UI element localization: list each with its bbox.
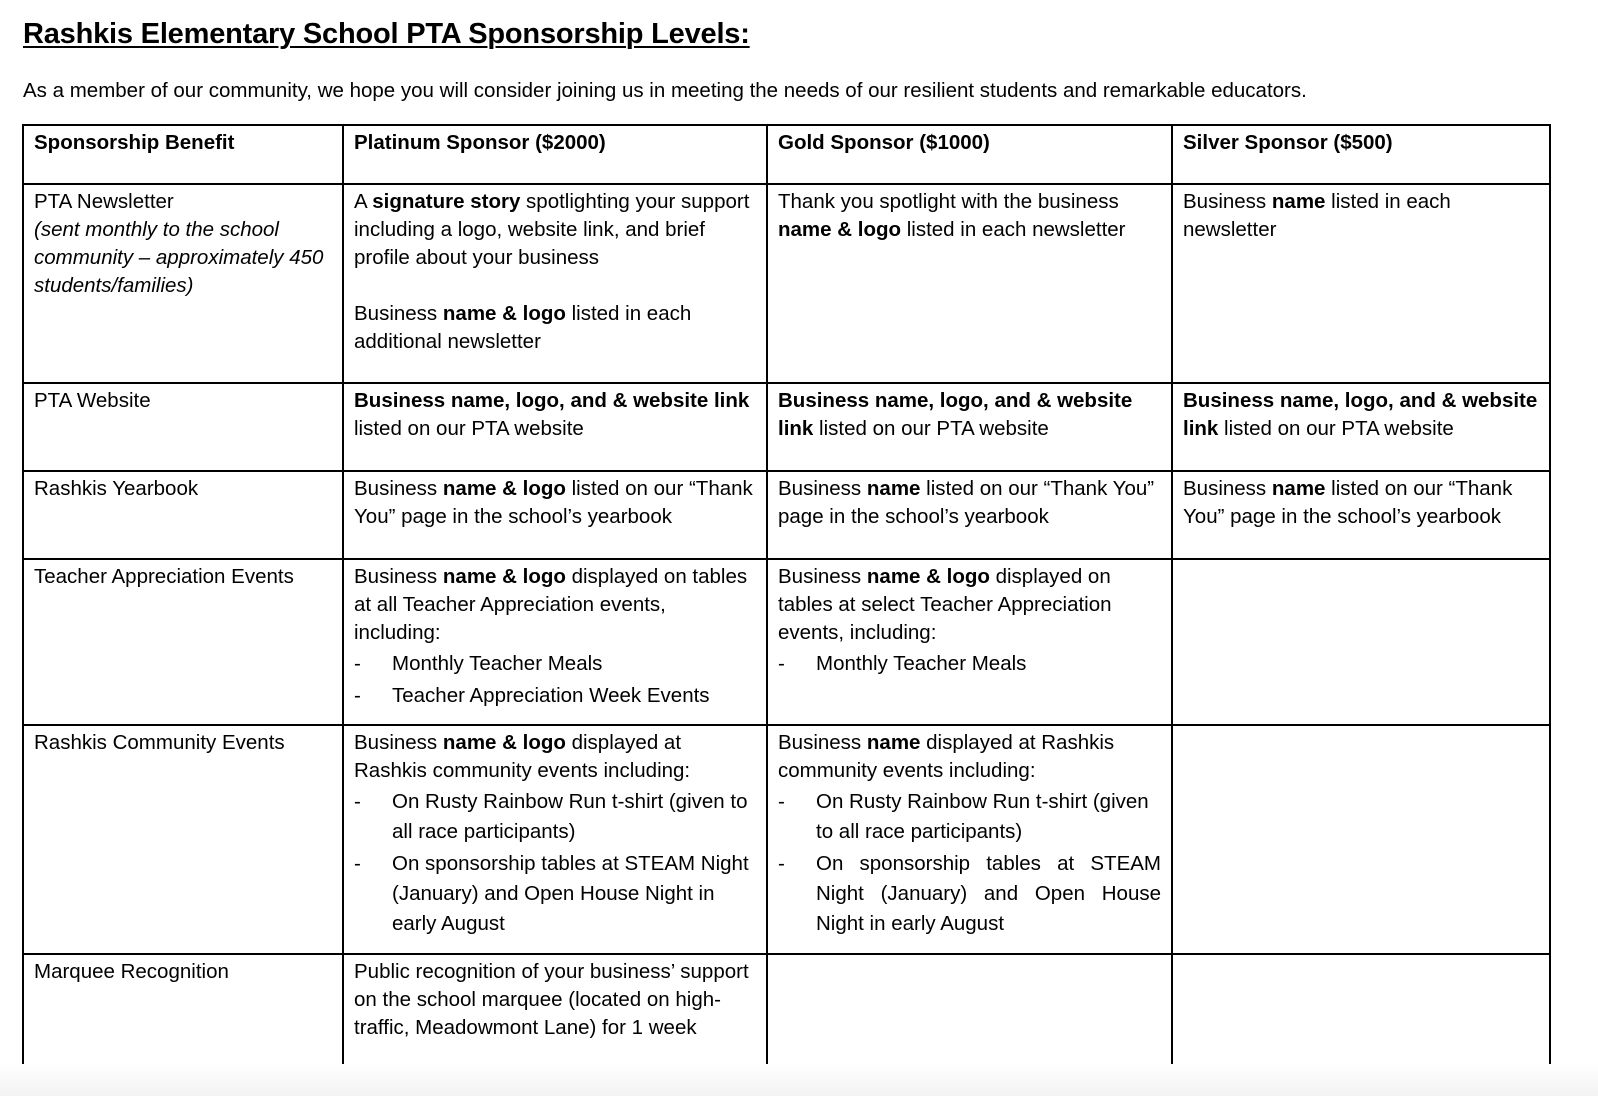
text-post: listed on our “Thank You” page in the school’s yearbook bbox=[778, 477, 1155, 528]
text-bold: Business name, logo, and & website link bbox=[354, 389, 750, 412]
gold-cell bbox=[767, 383, 1172, 471]
text-post: displayed at Rashkis community events including: bbox=[778, 731, 1115, 782]
text-post: listed on our PTA website bbox=[354, 417, 584, 440]
table-row-website bbox=[23, 383, 1550, 471]
silver-cell bbox=[1172, 725, 1550, 954]
text-bold: name & logo bbox=[442, 565, 566, 588]
benefit-cell bbox=[23, 559, 343, 725]
benefit-note: (sent monthly to the school community – approximately 450 students/families) bbox=[34, 218, 324, 297]
table-row-community-events bbox=[23, 725, 1550, 954]
text-post: listed on our PTA website bbox=[1218, 417, 1454, 440]
text-bold: name bbox=[1271, 477, 1326, 500]
benefit-label: Marquee Recognition bbox=[34, 960, 229, 983]
text-pre: Business bbox=[778, 731, 867, 754]
list-marker: - bbox=[354, 652, 361, 675]
silver-cell bbox=[1172, 383, 1550, 471]
silver-cell bbox=[1172, 954, 1550, 1069]
text-pre: Business bbox=[354, 731, 443, 754]
header-platinum: Platinum Sponsor ($2000) bbox=[343, 125, 767, 184]
list-item: - Monthly Teacher Meals bbox=[354, 649, 756, 679]
list-marker: - bbox=[354, 790, 361, 813]
text-post: listed on our “Thank You” page in the school’s yearbook bbox=[1183, 477, 1513, 528]
benefit-cell bbox=[23, 954, 343, 1069]
dash-list bbox=[354, 649, 756, 711]
text-post: displayed on tables at select Teacher Appreciation events, including: bbox=[778, 565, 1112, 644]
text-post: displayed on tables at all Teacher Appreciation events, including: bbox=[354, 565, 748, 644]
list-marker: - bbox=[778, 652, 785, 675]
silver-cell bbox=[1172, 184, 1550, 383]
text-pre: Thank you spotlight with the business bbox=[778, 190, 1119, 213]
page-bottom-edge bbox=[0, 1064, 1598, 1096]
list-item: - On sponsorship tables at STEAM Night (January) and Open House Night in early August bbox=[778, 849, 1161, 939]
text-pre: Business bbox=[1183, 190, 1272, 213]
list-marker: - bbox=[778, 790, 785, 813]
benefit-label: Teacher Appreciation Events bbox=[34, 565, 294, 588]
text-post: listed on our “Thank You” page in the school’s yearbook bbox=[354, 477, 753, 528]
gold-cell bbox=[767, 184, 1172, 383]
dash-list bbox=[778, 649, 1161, 679]
text-pre: Business bbox=[778, 477, 867, 500]
benefit-cell bbox=[23, 471, 343, 559]
list-item: - On sponsorship tables at STEAM Night (January) and Open House Night in early August bbox=[354, 849, 756, 939]
text-bold: signature story bbox=[372, 190, 521, 213]
header-row bbox=[23, 125, 1550, 184]
gold-cell bbox=[767, 471, 1172, 559]
text-bold: name & logo bbox=[442, 731, 566, 754]
text-bold: name bbox=[1271, 190, 1326, 213]
text-bold: name & logo bbox=[442, 477, 566, 500]
list-item: - On Rusty Rainbow Run t-shirt (given to all race participants) bbox=[778, 787, 1161, 847]
table-row-marquee bbox=[23, 954, 1550, 1069]
dash-list bbox=[778, 787, 1161, 939]
text-bold: Business name, logo, and & website link bbox=[1183, 389, 1538, 440]
text-post: listed in each newsletter bbox=[1183, 190, 1451, 241]
table-row-yearbook bbox=[23, 471, 1550, 559]
silver-cell bbox=[1172, 471, 1550, 559]
header-benefit: Sponsorship Benefit bbox=[23, 125, 343, 184]
text-pre: Business bbox=[354, 565, 443, 588]
text-post: spotlighting your support including a logo, website link, and brief profile about your business bbox=[354, 190, 750, 269]
text-bold: name & logo bbox=[778, 218, 902, 241]
list-item: - On Rusty Rainbow Run t-shirt (given to all race participants) bbox=[354, 787, 756, 847]
text-pre: Business bbox=[354, 477, 443, 500]
list-marker: - bbox=[354, 684, 361, 707]
text-bold: name & logo bbox=[442, 302, 566, 325]
platinum-cell bbox=[343, 559, 767, 725]
sponsorship-table bbox=[22, 124, 1551, 1070]
list-item: - Monthly Teacher Meals bbox=[778, 649, 1161, 679]
gold-cell bbox=[767, 954, 1172, 1069]
benefit-label: Rashkis Yearbook bbox=[34, 477, 199, 500]
text-bold: name bbox=[866, 731, 921, 754]
page-title: Rashkis Elementary School PTA Sponsorship Levels: bbox=[23, 18, 750, 50]
silver-cell bbox=[1172, 559, 1550, 725]
list-item: - Teacher Appreciation Week Events bbox=[354, 681, 756, 711]
text-pre: Business bbox=[1183, 477, 1272, 500]
text-post: listed in each additional newsletter bbox=[354, 302, 692, 353]
text-post: listed on our PTA website bbox=[813, 417, 1049, 440]
table-row-teacher-appreciation bbox=[23, 559, 1550, 725]
intro-paragraph: As a member of our community, we hope you will consider joining us in meeting the needs of our resilient students and remarkable educators. bbox=[23, 79, 1307, 102]
platinum-cell bbox=[343, 383, 767, 471]
benefit-cell bbox=[23, 184, 343, 383]
text-post: listed in each newsletter bbox=[901, 218, 1126, 241]
text-pre: A bbox=[354, 190, 373, 213]
gold-cell bbox=[767, 559, 1172, 725]
benefit-label: PTA Newsletter bbox=[34, 190, 174, 213]
text-bold: Business name, logo, and & website link bbox=[778, 389, 1133, 440]
text-pre: Business bbox=[354, 302, 443, 325]
benefit-label: Rashkis Community Events bbox=[34, 731, 285, 754]
table-row-newsletter bbox=[23, 184, 1550, 383]
dash-list bbox=[354, 787, 756, 939]
benefit-cell bbox=[23, 383, 343, 471]
list-marker: - bbox=[354, 852, 361, 875]
platinum-cell: Public recognition of your business’ support on the school marquee (located on high-traffic, Meadowmont Lane) for 1 week bbox=[343, 954, 767, 1069]
text-pre: Business bbox=[778, 565, 867, 588]
gold-cell bbox=[767, 725, 1172, 954]
benefit-cell bbox=[23, 725, 343, 954]
header-gold: Gold Sponsor ($1000) bbox=[767, 125, 1172, 184]
list-marker: - bbox=[778, 852, 785, 875]
paragraph-gap bbox=[354, 272, 756, 300]
platinum-cell bbox=[343, 184, 767, 383]
benefit-label: PTA Website bbox=[34, 389, 151, 412]
text-post: displayed at Rashkis community events including: bbox=[354, 731, 691, 782]
header-silver: Silver Sponsor ($500) bbox=[1172, 125, 1550, 184]
platinum-cell bbox=[343, 471, 767, 559]
text-bold: name bbox=[866, 477, 921, 500]
platinum-cell bbox=[343, 725, 767, 954]
text-bold: name & logo bbox=[866, 565, 990, 588]
